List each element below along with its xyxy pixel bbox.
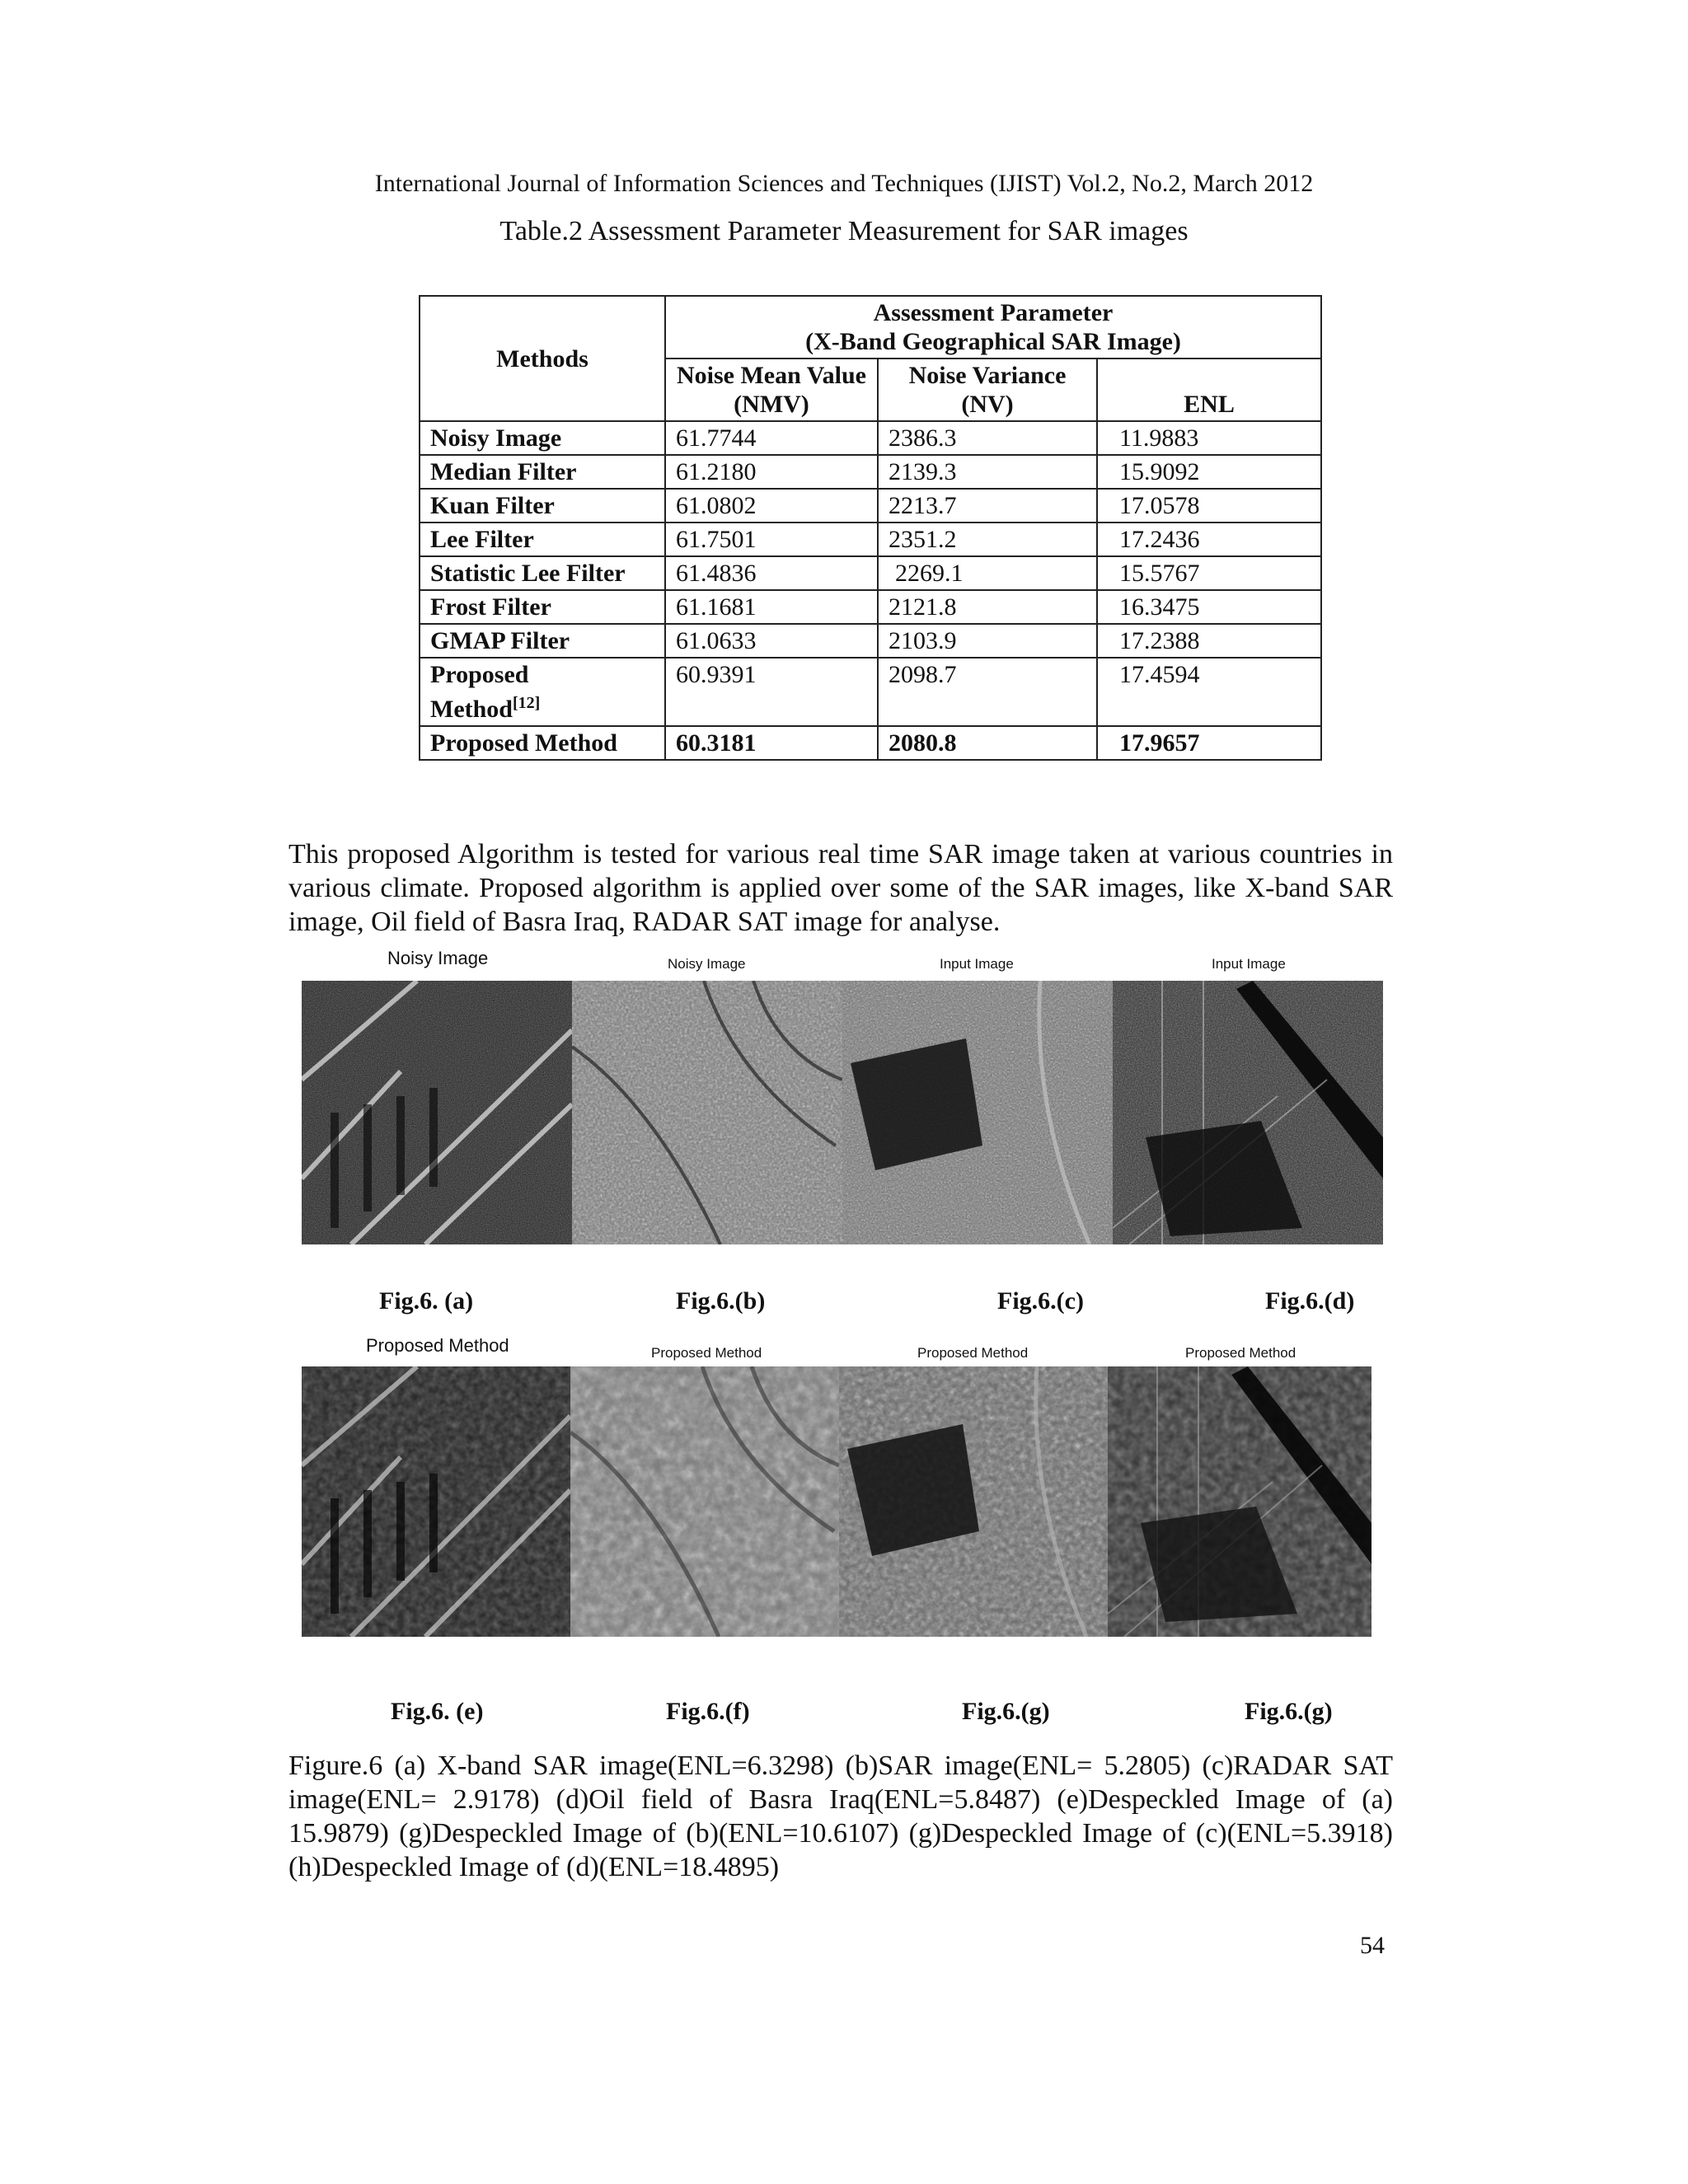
- nv-cell: 2269.1: [878, 556, 1097, 590]
- figure-title: Input Image: [940, 956, 1014, 972]
- table-row: [420, 624, 1321, 658]
- figure-label: Fig.6.(f): [666, 1698, 750, 1725]
- methods-header: Methods: [420, 296, 665, 421]
- method-cell: Median Filter: [420, 455, 665, 489]
- enl-header-label: ENL: [1184, 391, 1235, 418]
- method-cell: Frost Filter: [420, 590, 665, 624]
- nmv-cell: 61.2180: [665, 455, 878, 489]
- enl-cell: 11.9883: [1097, 421, 1321, 455]
- method-cell: Statistic Lee Filter: [420, 556, 665, 590]
- param-header-line1: Assessment Parameter: [873, 299, 1114, 326]
- enl-cell: 17.2436: [1097, 523, 1321, 556]
- nv-cell: 2103.9: [878, 624, 1097, 658]
- method-line1: Proposed: [430, 661, 529, 688]
- nmv-cell: 61.4836: [665, 556, 878, 590]
- nmv-cell: 61.0633: [665, 624, 878, 658]
- enl-cell: 16.3475: [1097, 590, 1321, 624]
- table-header-row: [420, 296, 1321, 359]
- nmv-header: [665, 359, 878, 421]
- method-cell: [420, 658, 665, 726]
- table-row: [420, 658, 1321, 726]
- figure-label: Fig.6. (e): [391, 1698, 484, 1725]
- nv-cell: 2213.7: [878, 489, 1097, 523]
- method-cell: Lee Filter: [420, 523, 665, 556]
- journal-header: International Journal of Information Sciences and Techniques (IJIST) Vol.2, No.2, March 2012: [374, 170, 1314, 197]
- nv-cell: 2351.2: [878, 523, 1097, 556]
- nmv-cell: 61.7744: [665, 421, 878, 455]
- figure-label: Fig.6.(d): [1265, 1287, 1355, 1315]
- method-cell: Kuan Filter: [420, 489, 665, 523]
- sar-image-basra-oilfield: [1113, 981, 1383, 1244]
- despeckled-image-terrain: [570, 1366, 839, 1637]
- nv-cell: 2098.7: [878, 658, 1097, 726]
- table-row: [420, 556, 1321, 590]
- despeckled-image-radarsat: [839, 1366, 1108, 1637]
- enl-cell: 17.2388: [1097, 624, 1321, 658]
- nv-header-line1: Noise Variance: [908, 362, 1067, 389]
- nmv-cell: 61.1681: [665, 590, 878, 624]
- figure-label: Fig.6.(b): [676, 1287, 766, 1315]
- enl-cell: 15.9092: [1097, 455, 1321, 489]
- sar-image-noisy-xband: [302, 981, 572, 1244]
- method-line2: Method: [430, 696, 513, 723]
- table-row: [420, 455, 1321, 489]
- table-row: [420, 523, 1321, 556]
- method-cell: GMAP Filter: [420, 624, 665, 658]
- method-cell: Proposed Method: [420, 726, 665, 760]
- figure-title: Proposed Method: [651, 1345, 762, 1361]
- results-table: [419, 295, 1322, 761]
- method-reference: [12]: [513, 694, 541, 712]
- body-paragraph: This proposed Algorithm is tested for various real time SAR image taken at various countries in various climate. Proposed algorithm is applied over some of the SAR images, like X-band SAR image, Oil field of Basra Iraq, RADAR SAT image for analyse.: [288, 839, 1393, 937]
- nv-cell: 2139.3: [878, 455, 1097, 489]
- figure-title: Noisy Image: [387, 948, 489, 968]
- nv-cell: 2386.3: [878, 421, 1097, 455]
- table-caption: Table.2 Assessment Parameter Measurement for SAR images: [499, 216, 1189, 246]
- results-table-container: [419, 295, 1322, 761]
- despeckled-image-basra: [1108, 1366, 1372, 1637]
- assessment-parameter-header: [665, 296, 1321, 359]
- enl-cell: 17.4594: [1097, 658, 1321, 726]
- figure-title: Noisy Image: [668, 956, 746, 972]
- figure-label: Fig.6. (a): [379, 1287, 474, 1315]
- figure-caption: Figure.6 (a) X-band SAR image(ENL=6.3298) (b)SAR image(ENL= 5.2805) (c)RADAR SAT image(ENL= 2.9178) (d)Oil field of Basra Iraq(ENL=5.8487) (e)Despeckled Image of (a) 15.9879) (g)Despeckled Image of (b)(ENL=10.6107) (g)Despeckled Image of (c)(ENL=5.3918) (h)Despeckled Image of (d)(ENL=18.4895): [288, 1750, 1393, 1882]
- figure-title: Proposed Method: [917, 1345, 1029, 1361]
- nmv-cell: 61.7501: [665, 523, 878, 556]
- nv-header: [878, 359, 1097, 421]
- method-cell: Noisy Image: [420, 421, 665, 455]
- nmv-header-line1: Noise Mean Value: [676, 362, 866, 389]
- sar-image-noisy-terrain: [572, 981, 842, 1244]
- enl-cell: 17.9657: [1097, 726, 1321, 760]
- nv-header-line2: (NV): [961, 391, 1014, 418]
- table-row: [420, 421, 1321, 455]
- figure-title: Input Image: [1212, 956, 1286, 972]
- figure-title: Proposed Method: [366, 1335, 509, 1356]
- nmv-header-line2: (NMV): [734, 391, 809, 418]
- nv-cell: 2080.8: [878, 726, 1097, 760]
- table-row: [420, 590, 1321, 624]
- figure-label: Fig.6.(g): [1245, 1698, 1333, 1725]
- param-header-line2: (X-Band Geographical SAR Image): [805, 328, 1181, 355]
- nv-cell: 2121.8: [878, 590, 1097, 624]
- enl-header: [1097, 359, 1321, 421]
- figure-label: Fig.6.(c): [997, 1287, 1084, 1315]
- table-row: [420, 489, 1321, 523]
- nmv-cell: 60.3181: [665, 726, 878, 760]
- sar-image-radarsat: [842, 981, 1113, 1244]
- nmv-cell: 60.9391: [665, 658, 878, 726]
- figure-title: Proposed Method: [1185, 1345, 1296, 1361]
- nmv-cell: 61.0802: [665, 489, 878, 523]
- despeckled-image-xband: [302, 1366, 570, 1637]
- enl-cell: 15.5767: [1097, 556, 1321, 590]
- figure-label: Fig.6.(g): [962, 1698, 1050, 1725]
- table-row: [420, 726, 1321, 760]
- page-number: 54: [1360, 1932, 1385, 1959]
- enl-cell: 17.0578: [1097, 489, 1321, 523]
